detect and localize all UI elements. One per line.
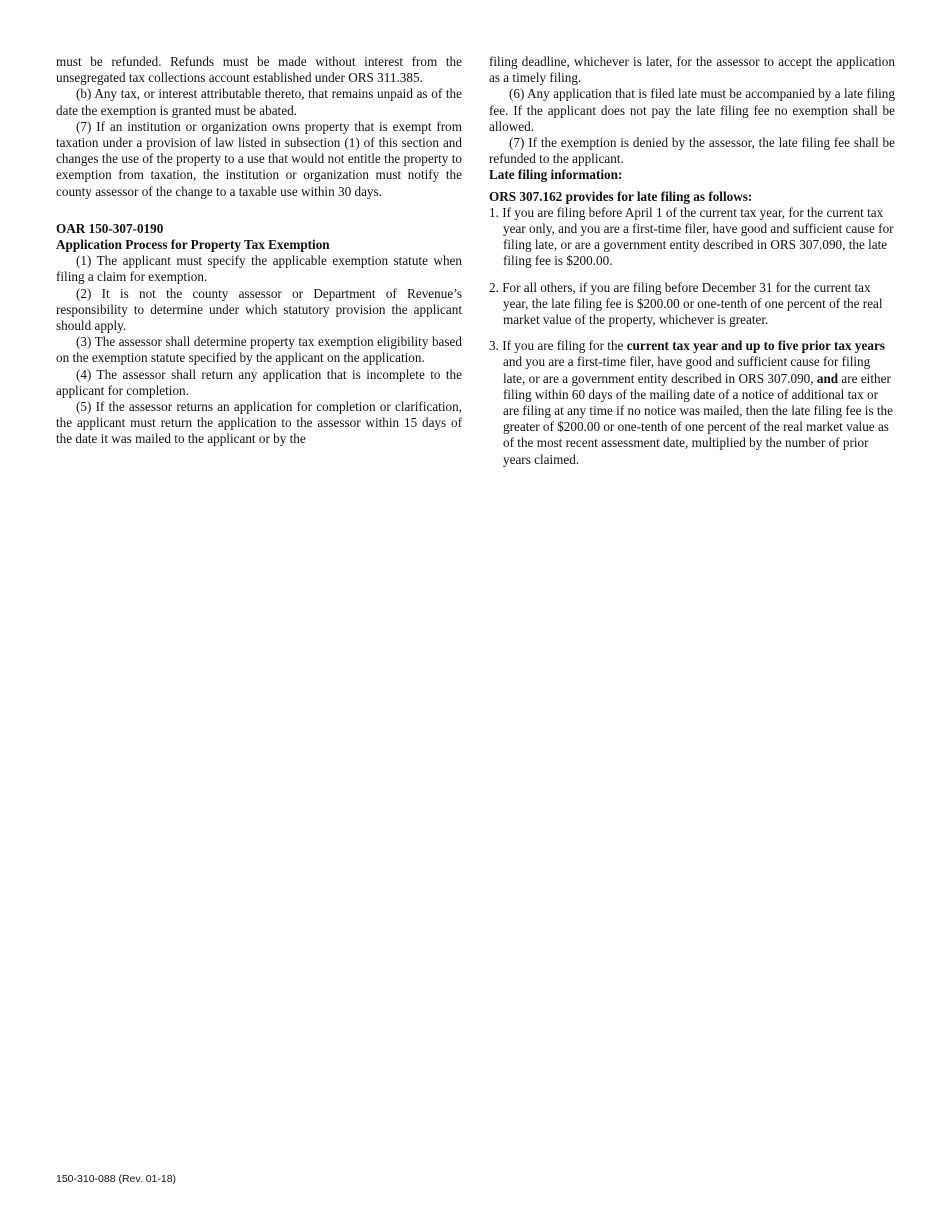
paragraph-3-eligibility: (3) The assessor shall determine property tax exemption eligibility based on the exemption statute specified by the applicant on the application. [56, 334, 462, 366]
paragraph-7-taxable-use: (7) If an institution or organization owns property that is exempt from taxation under a provision of law listed in subsection (1) of this section and changes the use of the property to a use that would not entitle the property to exemption from taxation, the institution or organization must notify the county assessor of the change to a taxable use within 30 days. [56, 118, 462, 199]
rule-title-heading: Application Process for Property Tax Exemption [56, 237, 330, 253]
rule-number-heading: OAR 150-307-0190 [56, 220, 164, 236]
ors-heading: ORS 307.162 provides for late filing as follows: [489, 188, 753, 204]
paragraph-b-abated: (b) Any tax, or interest attributable thereto, that remains unpaid as of the date the exemption is granted must be abated. [56, 86, 462, 118]
paragraph-2-responsibility: (2) It is not the county assessor or Department of Revenue’s responsibility to determine under which statutory provision the applicant should apply. [56, 285, 462, 334]
item3-text-c: and you are a first-time filer, have good and sufficient cause for filing late, or are a government entity described in ORS 307.090, [503, 354, 871, 386]
form-number-footer: 150-310-088 (Rev. 01-18) [56, 1173, 177, 1185]
continued-paragraph: filing deadline, whichever is later, for the assessor to accept the application as a timely filing. [489, 54, 895, 86]
list-item: 1. If you are filing before April 1 of the current tax year, for the current tax year only, and you are a first-time filer, have good and sufficient cause for filing late, or are a government entity described in ORS 307.090, the late filing fee is $200.00. [489, 204, 894, 269]
late-fee-list [489, 205, 895, 468]
paragraph-4-incomplete: (4) The assessor shall return any application that is incomplete to the applicant for completion. [56, 366, 462, 398]
paragraph-6-late-fee: (6) Any application that is filed late must be accompanied by a late filing fee. If the applicant does not pay the late filing fee no exemption shall be allowed. [489, 86, 895, 134]
item3-bold-prior-years: current tax year and up to five prior tax years [626, 338, 885, 354]
refund-paragraph: must be refunded. Refunds must be made without interest from the unsegregated tax collections account established under ORS 311.385. [56, 54, 462, 86]
list-item: 2. For all others, if you are filing before December 31 for the current tax year, the late filing fee is $200.00 or one-tenth of one percent of the real market value of the property, whichever is greater. [489, 279, 883, 328]
item3-text-e: are either filing within 60 days of the mailing date of a notice of additional tax or are filing at any time if no notice was mailed, then the late filing fee is the greater of $200.00 or one-tenth of one percent of the real market value as of the most recent assessment date, multiplied by the number of prior years claimed. [503, 370, 893, 467]
late-filing-heading: Late filing information: [489, 167, 623, 183]
paragraph-1-statute: (1) The applicant must specify the applicable exemption statute when filing a claim for exemption. [56, 253, 462, 285]
item3-text-a: 3. If you are filing for the [489, 338, 627, 354]
paragraph-7-refund: (7) If the exemption is denied by the assessor, the late filing fee shall be refunded to the applicant. [489, 135, 895, 167]
paragraph-5-return: (5) If the assessor returns an application for completion or clarification, the applicant must return the application to the assessor within 15 days of the date it was mailed to the applicant or by the [56, 399, 462, 447]
list-item [489, 338, 895, 468]
left-column [56, 54, 462, 448]
right-column [489, 54, 895, 468]
item3-bold-and: and [816, 370, 839, 386]
